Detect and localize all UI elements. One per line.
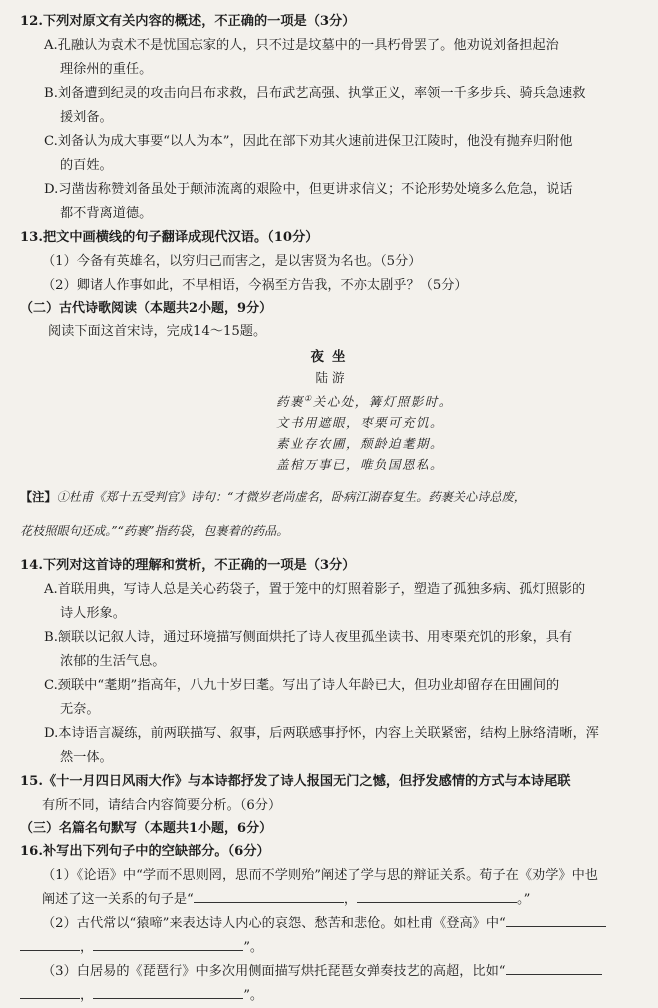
answer-blank-1[interactable] (194, 888, 344, 903)
q16-item-3-prefix: （3）白居易的《琵琶行》中多次用侧面描写烘托琵琶女弹奏技艺的高超，比如“ (42, 963, 506, 979)
section-3-heading: （三）名篇名句默写（本题共1小题，6分） (20, 820, 273, 836)
q16-item-1-line2 (20, 888, 644, 912)
poem-author: 陆游 (315, 370, 349, 385)
q12-option-c-line2: 的百姓。 (60, 158, 113, 173)
poem-line-3: 素业存农圃，颓龄迫耄期。 (276, 436, 445, 452)
poem-title: 夜坐 (310, 349, 354, 365)
q12-stem: 12.下列对原文有关内容的概述，不正确的一项是（3分） (20, 14, 356, 29)
answer-blank-3-cont[interactable] (20, 936, 80, 951)
q16-item-1-comma: ， (343, 891, 357, 907)
answer-blank-5[interactable] (506, 960, 602, 975)
q16-item-3-line1 (20, 960, 644, 984)
q16-item-2-line2 (20, 936, 644, 960)
poem-line-1-a: 药裹 (276, 394, 305, 410)
section-2-heading: （二）古代诗歌阅读（本题共2小题，9分） (20, 301, 273, 316)
note-text-1: ①杜甫《郑十五受判官》诗句：“才微岁老尚虚名，卧病江湖春复生。药裹关心诗总废， (56, 490, 526, 505)
q13-sentence-1: （1）今备有英雄名，以穷归己而害之，是以害贤为名也。（5分） (42, 254, 422, 269)
q16-item-2-end: ”。 (243, 939, 264, 955)
q13-sentence-2: （2）卿诸人作事如此，不早相语，今祸至方告我，不亦太剧乎？（5分） (42, 278, 468, 293)
q16-item-2-comma: ， (80, 939, 94, 955)
q16-item-1-end: 。” (517, 891, 531, 907)
q12-option-b-line2: 援刘备。 (60, 110, 113, 125)
q14-option-a-line2: 诗人形象。 (60, 605, 126, 621)
poem-line-2: 文书用遮眼，枣栗可充饥。 (276, 415, 445, 431)
q16-stem: 16.补写出下列句子中的空缺部分。（6分） (20, 843, 270, 859)
q16-item-2-prefix: （2）古代常以“猿啼”来表达诗人内心的哀怨、愁苦和悲伧。如杜甫《登高》中“ (42, 915, 506, 931)
poem-note-line1 (20, 487, 644, 508)
q13-stem: 13.把文中画横线的句子翻译成现代汉语。（10分） (20, 230, 319, 245)
q16-item-3-end: ”。 (243, 987, 264, 1003)
poem-intro: 阅读下面这首宋诗，完成14～15题。 (48, 324, 267, 339)
q15-stem-line2: 有所不同，请结合内容简要分析。（6分） (42, 797, 282, 813)
poem-line-4: 盖棺万事已，唯负国恩私。 (276, 457, 445, 473)
answer-blank-3[interactable] (506, 912, 606, 927)
poem-line-1 (20, 388, 644, 412)
q14-option-a-line1: A.首联用典，写诗人总是关心药袋子，置于笼中的灯照着影子，塑造了孤独多病、孤灯照影的 (44, 581, 586, 597)
answer-blank-2[interactable] (357, 888, 517, 903)
q15-stem-line1: 15.《十一月四日风雨大作》与本诗都抒发了诗人报国无门之憾，但抒发感情的方式与本诗尾联 (20, 773, 571, 789)
note-tag: 【注】 (20, 490, 57, 505)
q14-option-b-line1: B.颔联以记叙人诗，通过环境描写侧面烘托了诗人夜里孤坐读书、用枣栗充饥的形象，具有 (44, 629, 573, 645)
q14-option-c-line2: 无奈。 (60, 701, 100, 717)
q12-option-d-line1: D.习凿齿称赞刘备虽处于颠沛流离的艰险中，但更讲求信义；不论形势处境多么危急，说话 (44, 182, 573, 197)
q14-option-d-line2: 然一体。 (60, 749, 113, 765)
answer-blank-4[interactable] (93, 936, 243, 951)
q16-item-1-prefix: 阐述了这一关系的句子是“ (42, 891, 194, 907)
q14-option-c-line1: C.颈联中“耄期”指高年，八九十岁曰耄。写出了诗人年龄已大，但功业却留存在田圃间的 (44, 677, 560, 693)
q14-option-d-line1: D.本诗语言凝练，前两联描写、叙事，后两联感事抒怀，内容上关联紧密，结构上脉络清晰，浑 (44, 725, 599, 741)
q16-item-3-comma: ， (80, 987, 94, 1003)
poem-line-1-b: 关心处，篝灯照影时。 (312, 394, 453, 410)
answer-blank-6[interactable] (93, 984, 243, 999)
q14-stem: 14.下列对这首诗的理解和赏析，不正确的一项是（3分） (20, 557, 356, 573)
footnote-marker: ① (304, 394, 313, 403)
q12-option-d-line2: 都不背离道德。 (60, 206, 153, 221)
answer-blank-5-cont[interactable] (20, 984, 80, 999)
q12-option-a-line2: 理徐州的重任。 (60, 62, 153, 77)
q14-option-b-line2: 浓郁的生活气息。 (60, 653, 166, 669)
q12-option-b-line1: B.刘备遭到纪灵的攻击向吕布求救，吕布武艺高强、执掌正义，率领一千多步兵、骑兵急速救 (44, 86, 586, 101)
poem-note-line2: 花枝照眼句还成。”“药裹”指药袋，包裹着的药品。 (20, 523, 289, 538)
q12-option-c-line1: C.刘备认为成大事要“以人为本”，因此在部下劝其火速前进保卫江陵时，他没有抛弃归附他 (44, 134, 573, 149)
q12-option-a-line1: A.孔融认为袁术不是忧国忘家的人，只不过是坟墓中的一具朽骨罢了。他劝说刘备担起治 (44, 38, 559, 53)
q16-item-3-line2 (20, 984, 644, 1008)
q16-item-1-line1: （1）《论语》中“学而不思则罔，思而不学则殆”阐述了学与思的辩证关系。荀子在《劝学》中也 (42, 867, 598, 883)
q16-item-2-line1 (20, 912, 644, 936)
